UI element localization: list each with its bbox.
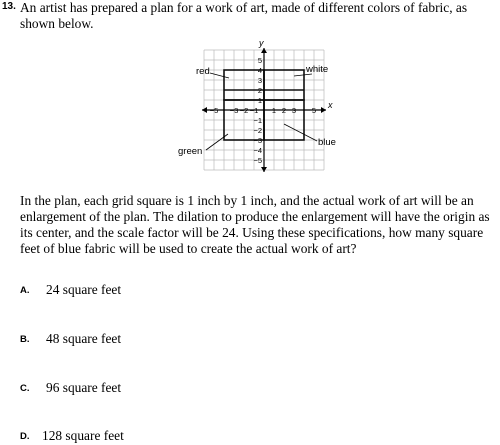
- choice-letter: A.: [20, 284, 30, 296]
- x-tick-label: −5: [209, 106, 219, 115]
- label-white: white: [306, 64, 329, 75]
- x-tick-label: 3: [291, 106, 297, 115]
- callout-line-green: [206, 134, 228, 150]
- y-axis-arrow-up: [261, 48, 267, 53]
- x-tick-label: 2: [281, 106, 287, 115]
- choice-letter: C.: [20, 382, 30, 394]
- choice-c[interactable]: [20, 379, 121, 397]
- x-tick-label: 1: [271, 106, 277, 115]
- fabric-plan-figure: [160, 40, 360, 180]
- y-tick-label: −2: [253, 126, 262, 135]
- choice-text: 48 square feet: [46, 331, 122, 346]
- label-blue: blue: [318, 137, 336, 148]
- question-body: In the plan, each grid square is 1 inch by 1 inch, and the actual work of art will be an enlargement of the plan. The dilation to produce the enlargement will have the origin as its center, and the scale factor will be 24. Using these specifications, how many square feet of blue fabric will be used to create the actual work of art?: [20, 193, 490, 256]
- x-axis-arrow-right: [321, 107, 326, 113]
- choice-b[interactable]: [20, 330, 121, 348]
- x-tick-label: −1: [249, 106, 259, 115]
- y-tick-label: 4: [257, 66, 262, 75]
- question-number: 13.: [2, 1, 16, 12]
- y-tick-label: 1: [257, 96, 262, 105]
- choice-text: 96 square feet: [46, 380, 122, 395]
- choice-letter: B.: [20, 333, 30, 345]
- x-tick-label: −3: [229, 106, 239, 115]
- x-tick-label: −2: [239, 106, 249, 115]
- y-tick-label: −5: [253, 156, 262, 165]
- y-tick-label: −4: [253, 146, 262, 155]
- label-red: red: [196, 66, 210, 77]
- choice-text: 24 square feet: [46, 282, 122, 297]
- choice-letter: D.: [20, 430, 30, 442]
- x-axis-label: x: [328, 100, 333, 110]
- y-tick-label: 3: [257, 76, 262, 85]
- choice-a[interactable]: [20, 281, 121, 299]
- x-axis-arrow-left: [202, 107, 207, 113]
- callout-line-blue: [284, 124, 317, 141]
- y-tick-label: −3: [253, 136, 262, 145]
- y-tick-label: 5: [257, 56, 262, 65]
- choice-text: 128 square feet: [42, 428, 124, 443]
- question-prompt: An artist has prepared a plan for a work of art, made of different colors of fabric, as shown below.: [20, 0, 468, 31]
- y-tick-label: −1: [253, 116, 262, 125]
- y-axis-arrow-down: [261, 167, 267, 172]
- y-tick-label: 2: [257, 86, 262, 95]
- y-axis-label: y: [259, 40, 264, 48]
- choice-d[interactable]: [20, 427, 124, 445]
- x-tick-label: 5: [311, 106, 317, 115]
- coordinate-grid: [160, 40, 360, 180]
- callout-line-red: [210, 73, 229, 78]
- label-green: green: [178, 146, 203, 157]
